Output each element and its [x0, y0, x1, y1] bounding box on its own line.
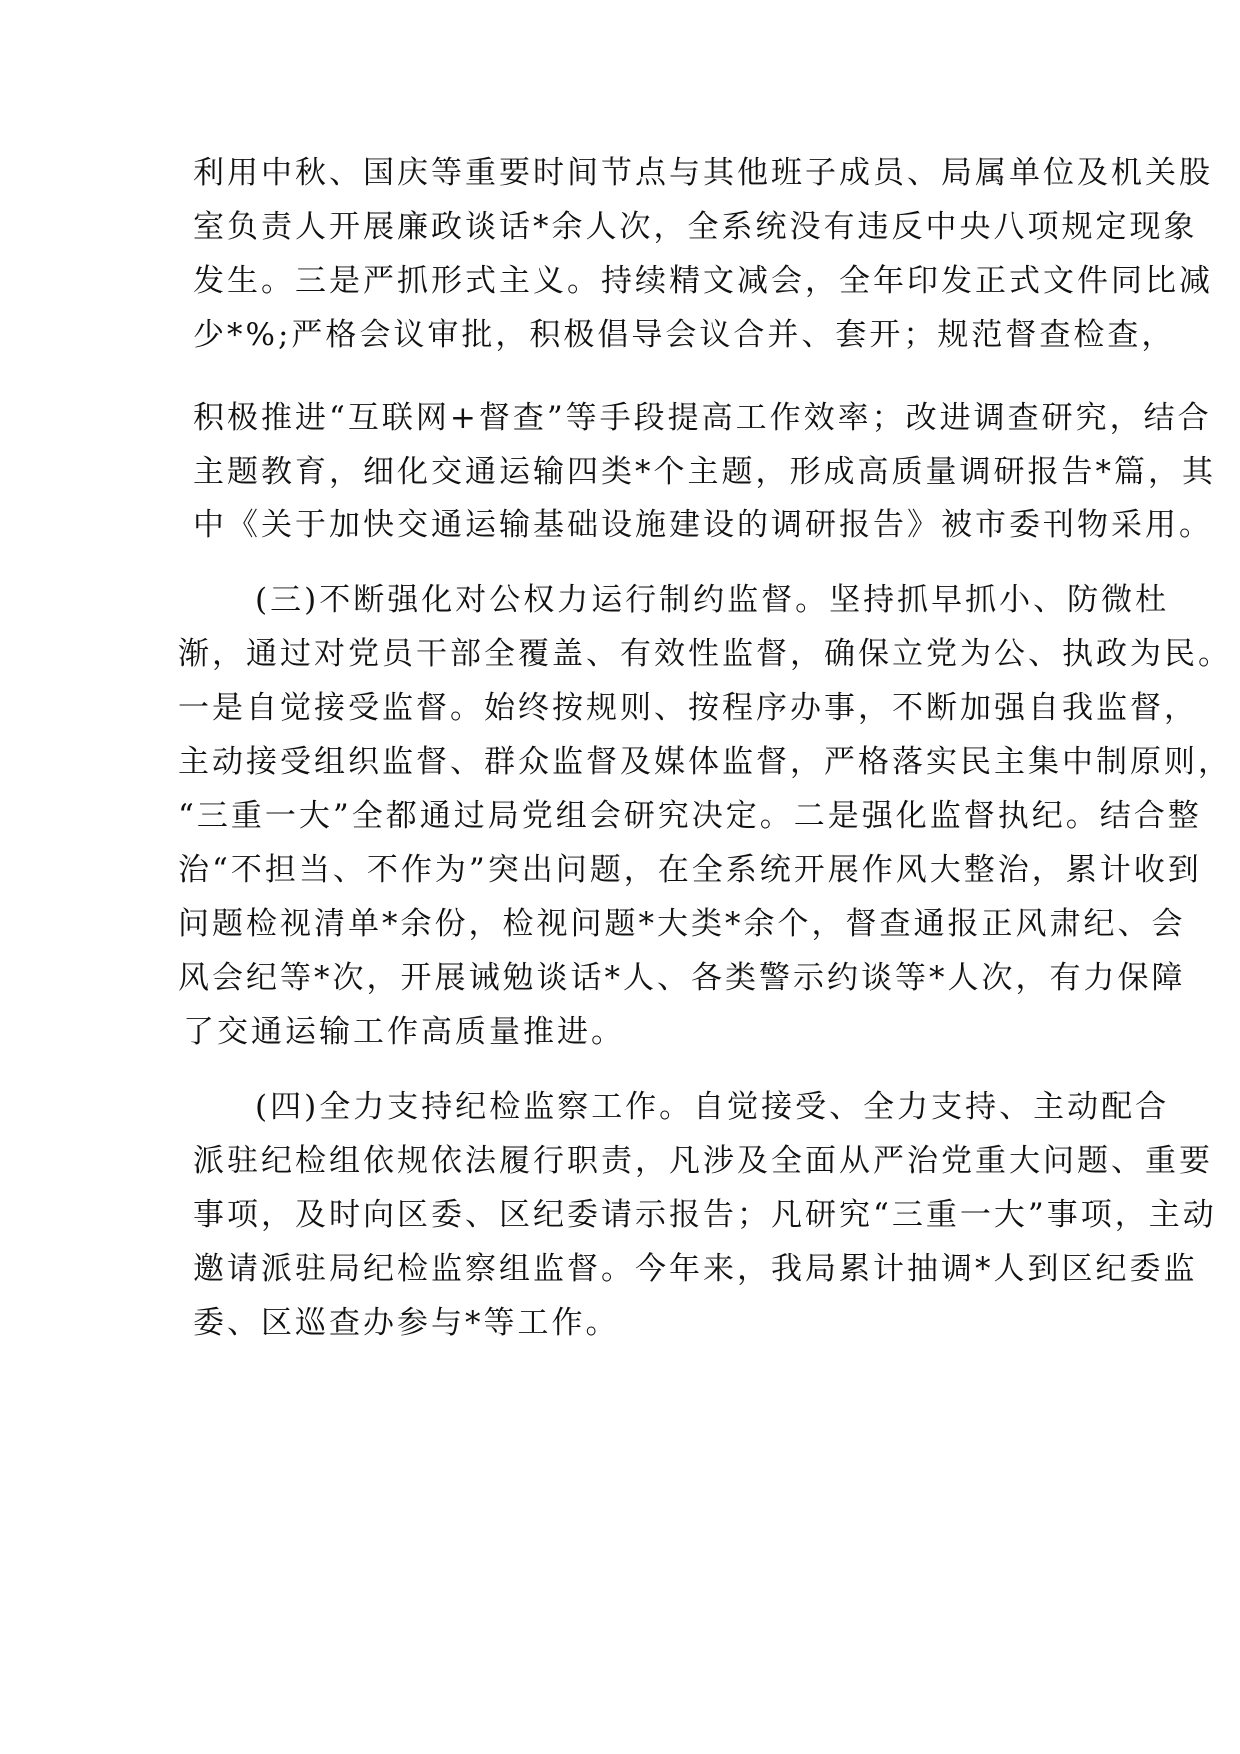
text-line: 问题检视清单*余份，检视问题*大类*余个，督查通报正风肃纪、会 [178, 906, 1186, 942]
text-line: 风会纪等*次，开展诫勉谈话*人、各类警示约谈等*人次，有力保障 [178, 960, 1186, 996]
text-line: 利用中秋、国庆等重要时间节点与其他班子成员、局属单位及机关股 [193, 155, 1213, 191]
text-line: 积极推进“互联网+督查”等手段提高工作效率；改进调查研究，结合 [193, 400, 1212, 436]
text-line: 主题教育，细化交通运输四类*个主题，形成高质量调研报告*篇，其 [193, 454, 1216, 490]
text-line: (四)全力支持纪检监察工作。自觉接受、全力支持、主动配合 [255, 1089, 1170, 1125]
text-line: 一是自觉接受监督。始终按规则、按程序办事，不断加强自我监督， [178, 690, 1198, 726]
text-line: 治“不担当、不作为”突出问题，在全系统开展作风大整治，累计收到 [178, 852, 1202, 888]
text-line: 事项，及时向区委、区纪委请示报告；凡研究“三重一大”事项，主动 [193, 1197, 1217, 1233]
text-line: 邀请派驻局纪检监察组监督。今年来，我局累计抽调*人到区纪委监 [193, 1251, 1198, 1287]
text-line: 中《关于加快交通运输基础设施建设的调研报告》被市委刊物采用。 [193, 507, 1213, 543]
text-line: 派驻纪检组依规依法履行职责，凡涉及全面从严治党重大问题、重要 [193, 1143, 1213, 1179]
text-line: 室负责人开展廉政谈话*余人次，全系统没有违反中央八项规定现象 [193, 209, 1198, 245]
text-line: “三重一大”全都通过局党组会研究决定。二是强化监督执纪。结合整 [178, 798, 1202, 834]
text-line: 渐，通过对党员干部全覆盖、有效性监督，确保立党为公、执政为民。 [178, 636, 1232, 672]
text-line: 发生。三是严抓形式主义。持续精文减会，全年印发正式文件同比减 [193, 263, 1213, 299]
text-line: 主动接受组织监督、群众监督及媒体监督，严格落实民主集中制原则， [178, 744, 1232, 780]
text-line: 少*%;严格会议审批，积极倡导会议合并、套开；规范督查检查， [193, 317, 1176, 353]
text-line: (三)不断强化对公权力运行制约监督。坚持抓早抓小、防微杜 [255, 582, 1170, 618]
text-line: 了交通运输工作高质量推进。 [183, 1014, 625, 1050]
text-line: 委、区巡查办参与*等工作。 [193, 1305, 620, 1341]
